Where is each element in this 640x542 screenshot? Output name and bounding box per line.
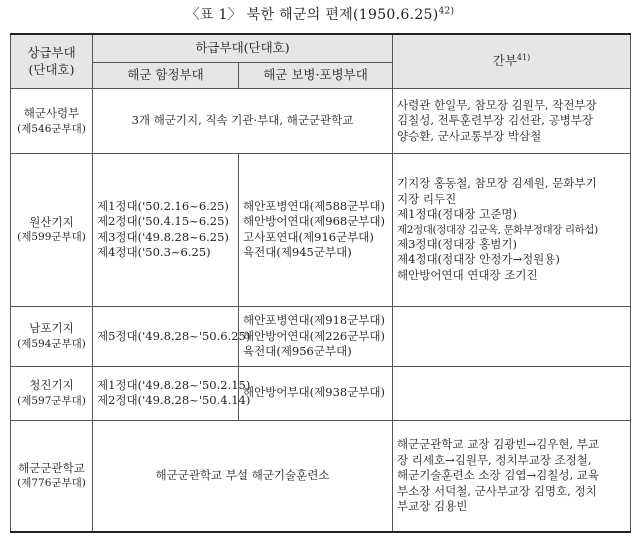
subunits-cell: 해군군관학교 부설 해군기술훈련소 [93,420,393,532]
marine-units-cell: 해안포병연대(제918군부대) 해안방어연대(제226군부대) 육전대(제956군부대) [239,306,393,366]
table-row [11,89,631,153]
marine-units-cell: 해안방어부대(제938군부대) [239,366,393,420]
header-marine-units: 해군 보병·포병부대 [239,63,393,89]
remarks-cell: 기지장 홍동철, 참모장 김세원, 문화부기 지장 리두진 제1정대(정대장 고준명) 제2정대(정대장 김군옥, 문화부정대장 리하섭) 제3정대(정대장 홍범기) 제4정대(정대장 안정가→정원용) 해안방어연대 연대장 조기진 [393,153,631,306]
remarks-cell [393,306,631,366]
ship-units-cell: 제1정대('49.8.28~'50.2.15) 제2정대('49.8.28~'50.4.14) [93,366,239,420]
ship-units-cell: 제1정대('50.2.16~6.25) 제2정대('50.4.15~6.25) 제3정대('49.8.28~6.25) 제4정대('50.3~6.25) [93,153,239,306]
upper-unit-cell: 해군군관학교 (제776군부대) [11,420,93,532]
table-caption [0,4,640,24]
marine-units-cell: 해안포병연대(제588군부대) 해안방어연대(제968군부대) 고사포연대(제916군부대) 육전대(제945군부대) [239,153,393,306]
table-caption-text: 〈표 1〉 북한 해군의 편제(1950.6.25) [185,7,439,23]
upper-unit-cell: 남포기지 (제594군부대) [11,306,93,366]
header-lower-unit: 하급부대(단대호) [93,34,393,63]
upper-unit-cell: 해군사령부 (제546군부대) [11,89,93,153]
upper-unit-cell: 청진기지 (제597군부대) [11,366,93,420]
header-ship-units: 해군 함정부대 [93,63,239,89]
subunits-cell: 3개 해군기지, 직속 기관·부대, 해군군관학교 [93,89,393,153]
header-remarks: 간부$^{41)}$ [393,34,631,89]
remarks-cell [393,366,631,420]
table-row [11,306,631,366]
navy-organization-table [10,33,631,533]
header-upper-unit: 상급부대 (단대호) [11,34,93,89]
table-row [11,366,631,420]
ship-units-cell: 제5정대('49.8.28~'50.6.25) [93,306,239,366]
table-row [11,420,631,532]
upper-unit-cell: 원산기지 (제599군부대) [11,153,93,306]
table-row [11,153,631,306]
remarks-cell: 해군군관학교 교장 김광빈→김우현, 부교 장 리세호→김원무, 정치부교장 조정철, 해군기술훈련소 소장 김엽→김칠성, 교육 부소장 서덕철, 군사부교장 김명호, 정치 부교장 김용빈 [393,420,631,532]
caption-footnote: 42) [438,6,455,17]
remarks-cell: 사령관 한일무, 참모장 김원무, 작전부장 김칠성, 전투훈련부장 김선관, 공병부장 양승환, 군사교통부장 박삼철 [393,89,631,153]
